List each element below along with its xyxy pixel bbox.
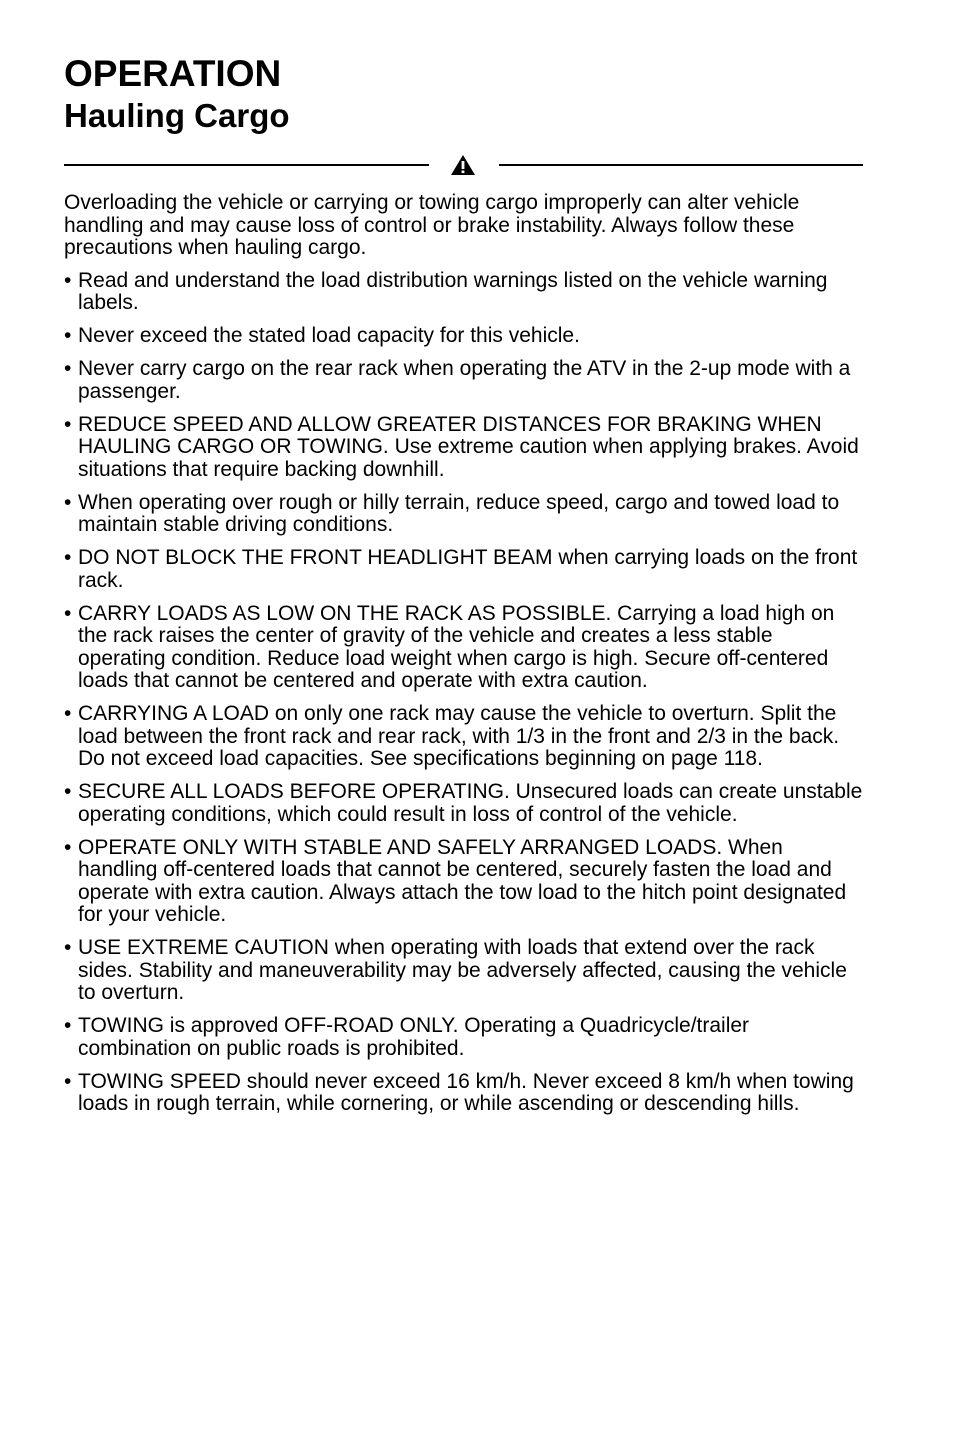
subsection-title: Hauling Cargo xyxy=(64,97,290,134)
list-item xyxy=(64,414,864,482)
list-item xyxy=(64,358,864,403)
bullet: • xyxy=(64,1069,72,1093)
warning-divider xyxy=(64,154,864,178)
list-item-text: SECURE ALL LOADS BEFORE OPERATING. Unsecured loads can create unstable operating conditions, which could result in loss of control of the vehicle. xyxy=(78,780,863,826)
bullet: • xyxy=(64,702,72,725)
bullet: • xyxy=(64,601,72,625)
list-item-text: USE EXTREME CAUTION when operating with loads that extend over the rack sides. Stability and maneuverability may be adversely affected, causing the vehicle to overturn. xyxy=(78,936,847,1004)
bullet: • xyxy=(64,835,72,859)
section-title: OPERATION xyxy=(64,53,282,94)
bullet: • xyxy=(64,780,72,803)
list-item-text: When operating over rough or hilly terrain, reduce speed, cargo and towed load to maintain stable driving conditions. xyxy=(78,490,840,536)
list-item xyxy=(64,837,864,927)
divider-line-right xyxy=(499,164,863,166)
bullet: • xyxy=(64,324,72,347)
list-item-text: DO NOT BLOCK THE FRONT HEADLIGHT BEAM when carrying loads on the front rack. xyxy=(78,546,858,592)
list-item-text: OPERATE ONLY WITH STABLE AND SAFELY ARRANGED LOADS. When handling off-centered loads that cannot be centered, securely fasten the load and operate with extra caution. Always attach the tow load to the hitch point designated for your vehicle. xyxy=(78,835,847,926)
list-item xyxy=(64,270,864,315)
bullet: • xyxy=(64,268,72,292)
list-item xyxy=(64,603,864,693)
list-item xyxy=(64,547,864,592)
warning-triangle-icon xyxy=(450,154,476,176)
list-item xyxy=(64,703,864,771)
bullet: • xyxy=(64,357,72,380)
bullet: • xyxy=(64,936,72,959)
list-item xyxy=(64,325,864,348)
precautions-list xyxy=(64,270,864,1116)
list-item-text: CARRY LOADS AS LOW ON THE RACK AS POSSIBLE. Carrying a load high on the rack raises the center of gravity of the vehicle and creates a less stable operating condition. Reduce load weight when cargo is high. Secure off-centered loads that cannot be centered and operate with extra caution. xyxy=(78,601,835,692)
bullet: • xyxy=(64,1014,72,1037)
list-item-text: Never exceed the stated load capacity for this vehicle. xyxy=(78,324,580,347)
list-item xyxy=(64,492,864,537)
list-item xyxy=(64,781,864,826)
list-item-text: Never carry cargo on the rear rack when operating the ATV in the 2-up mode with a passenger. xyxy=(78,357,851,403)
list-item-text: Read and understand the load distribution warnings listed on the vehicle warning labels. xyxy=(78,268,828,314)
list-item xyxy=(64,937,864,1005)
bullet: • xyxy=(64,546,72,569)
list-item xyxy=(64,1071,864,1116)
list-item-text: TOWING SPEED should never exceed 16 km/h. Never exceed 8 km/h when towing loads in rough terrain, while cornering, or while ascending or descending hills. xyxy=(78,1069,854,1115)
manual-page xyxy=(64,52,864,1126)
warning-intro-text: Overloading the vehicle or carrying or towing cargo improperly can alter vehicle handling and may cause loss of control or brake instability. Always follow these precautions when hauling cargo. xyxy=(64,191,800,259)
list-item-text: CARRYING A LOAD on only one rack may cause the vehicle to overturn. Split the load between the front rack and rear rack, with 1/3 in the front and 2/3 in the back. Do not exceed load capacities. See specifications beginning on page 118. xyxy=(78,702,840,770)
divider-line-left xyxy=(64,164,429,166)
bullet: • xyxy=(64,412,72,436)
list-item xyxy=(64,1015,864,1060)
bullet: • xyxy=(64,490,72,514)
list-item-text: TOWING is approved OFF-ROAD ONLY. Operating a Quadricycle/trailer combination on public roads is prohibited. xyxy=(78,1014,750,1060)
list-item-text: REDUCE SPEED AND ALLOW GREATER DISTANCES FOR BRAKING WHEN HAULING CARGO OR TOWING. Use extreme caution when applying brakes. Avoid situations that require backing downhill. xyxy=(78,412,859,481)
